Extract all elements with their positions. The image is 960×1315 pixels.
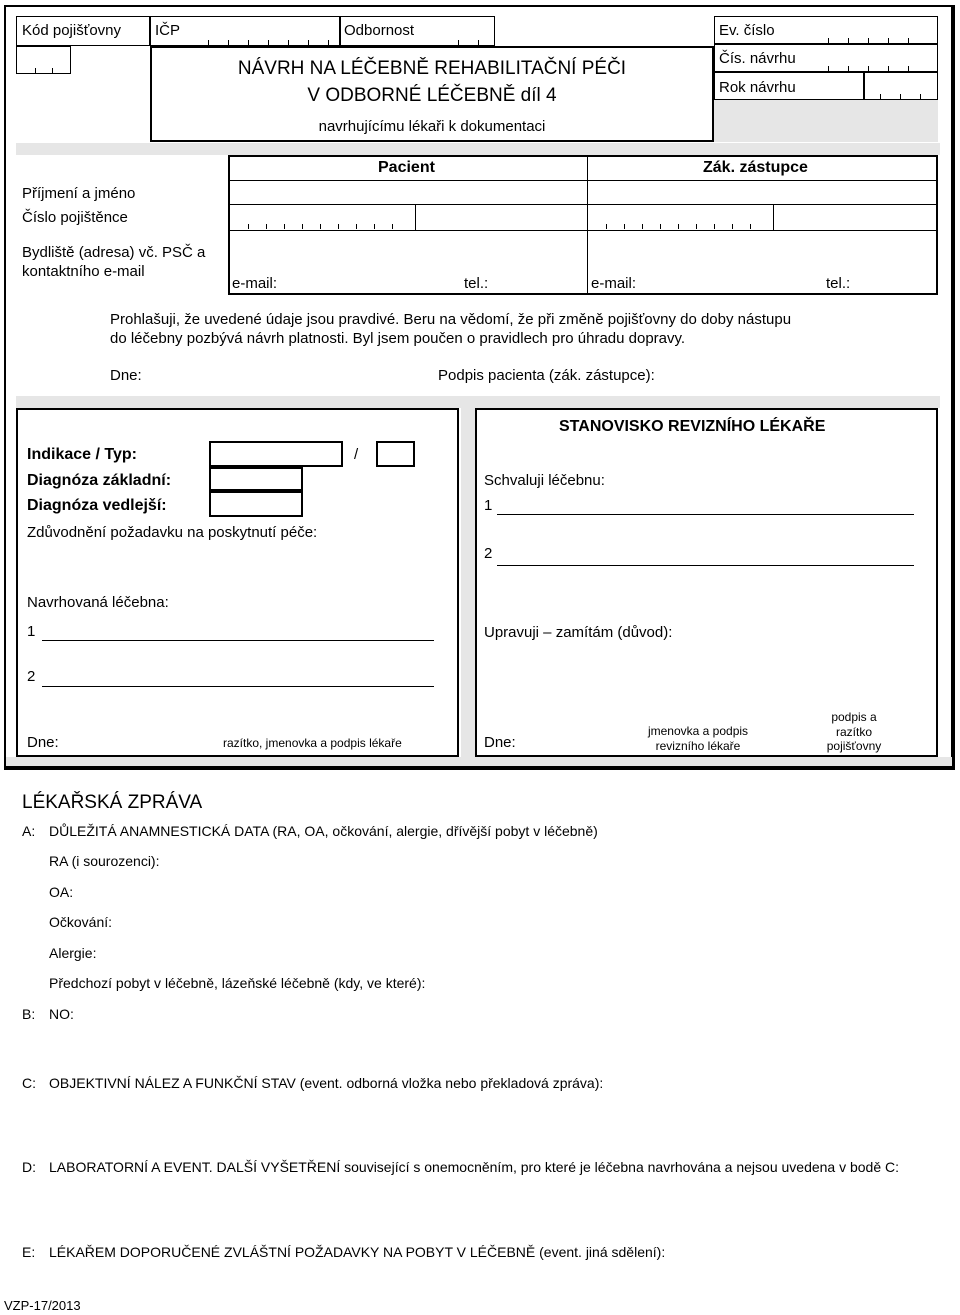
zastupce-pojistenec-divider [773, 204, 774, 230]
right-dne-label: Dne: [484, 734, 516, 751]
icp-tick [208, 40, 209, 45]
section-a-label: A: [22, 823, 36, 839]
ev-tick [868, 38, 869, 43]
kod-tick [52, 68, 53, 73]
icp-tick [308, 40, 309, 45]
bydliste-label-2: kontaktního e-mail [22, 263, 145, 280]
pacient-cislo-tick [320, 224, 321, 229]
ev-tick [828, 38, 829, 43]
ockovani-label: Očkování: [49, 914, 113, 930]
bottom-gray-band [6, 757, 952, 766]
pacient-cislo-tick [302, 224, 303, 229]
section-b-label: B: [22, 1006, 36, 1022]
zastupce-cislo-tick [696, 224, 697, 229]
oa-label: OA: [49, 884, 74, 900]
diag-vedl-label: Diagnóza vedlejší: [27, 497, 167, 514]
report-title: LÉKAŘSKÁ ZPRÁVA [22, 792, 203, 813]
zastupce-cislo-tick [732, 224, 733, 229]
pacient-cislo-tick [356, 224, 357, 229]
razitko-label: razítko, jmenovka a podpis lékaře [223, 736, 402, 750]
upravuji-label: Upravuji – zamítám (důvod): [484, 624, 673, 641]
alergie-label: Alergie: [49, 945, 97, 961]
jmenovka-label-2: revizního lékaře [655, 739, 741, 753]
diag-vedl-input[interactable] [209, 491, 303, 517]
prijmeni-label: Příjmení a jméno [22, 185, 136, 202]
bydliste-label-1: Bydliště (adresa) vč. PSČ a [22, 244, 206, 261]
patient-divider [587, 155, 588, 295]
zastupce-email-label: e-mail: [591, 275, 637, 292]
ev-tick [888, 38, 889, 43]
declaration-gray-band [16, 396, 940, 408]
icp-tick [268, 40, 269, 45]
navrhovana-2-label: 2 [27, 668, 36, 685]
pacient-cislo-tick [284, 224, 285, 229]
zastupce-cislo-input[interactable] [589, 206, 771, 229]
pacient-cislo-tick [374, 224, 375, 229]
pacient-cislo-tick [266, 224, 267, 229]
schvaluji-2-label: 2 [484, 545, 493, 562]
zastupce-cislo-tick [714, 224, 715, 229]
rok-tick [900, 94, 901, 99]
ev-cislo-label: Ev. číslo [719, 22, 775, 39]
zastupce-adresa-input[interactable] [589, 232, 936, 272]
declaration-line-1: Prohlašuji, že uvedené údaje jsou pravdivé. Beru na vědomí, že při změně pojišťovny do doby nástupu [110, 311, 792, 328]
zastupce-cislo-tick [624, 224, 625, 229]
navrhovana-2-line[interactable] [42, 686, 434, 687]
cis-tick [908, 66, 909, 71]
typ-input[interactable] [376, 441, 415, 467]
icp-label: IČP [155, 22, 181, 39]
stanovisko-title: STANOVISKO REVIZNÍHO LÉKAŘE [559, 418, 826, 435]
form-code: VZP-17/2013 [4, 1298, 81, 1313]
cis-tick [868, 66, 869, 71]
kod-tick [35, 68, 36, 73]
ra-label: RA (i sourozenci): [49, 853, 160, 869]
schvaluji-1-line[interactable] [497, 514, 914, 515]
podpis-pacienta-label: Podpis pacienta (zák. zástupce): [438, 367, 655, 384]
section-e-label: E: [22, 1244, 36, 1260]
schvaluji-label: Schvaluji léčebnu: [484, 472, 605, 489]
indikace-label: Indikace / Typ: [27, 446, 137, 463]
indikace-input[interactable] [209, 441, 343, 467]
diag-zakl-label: Diagnóza základní: [27, 472, 172, 489]
section-a-text: DŮLEŽITÁ ANAMNESTICKÁ DATA (RA, OA, očkování, alergie, dřívější pobyt v léčebně) [49, 823, 598, 839]
zduvodneni-input[interactable] [25, 545, 450, 585]
form-title-line2: V ODBORNÉ LÉČEBNĚ díl 4 [307, 85, 557, 106]
navrhovana-1-label: 1 [27, 623, 36, 640]
patient-pojistenec-divider [415, 204, 416, 230]
zak-zastupce-heading: Zák. zástupce [703, 159, 808, 176]
patient-row-line [228, 204, 938, 205]
declaration-dne-label: Dne: [110, 367, 142, 384]
zduvodneni-label: Zdůvodnění požadavku na poskytnutí péče: [27, 524, 318, 541]
zastupce-prijmeni-input[interactable] [589, 182, 936, 203]
zastupce-cislo-tick [642, 224, 643, 229]
section-b-text: NO: [49, 1006, 74, 1022]
cislo-pojistence-label: Číslo pojištěnce [22, 209, 128, 226]
kod-pojistovny-input[interactable] [16, 46, 71, 74]
zastupce-cislo-tick [750, 224, 751, 229]
icp-tick [328, 40, 329, 45]
ev-tick [848, 38, 849, 43]
pacient-tel-label: tel.: [464, 275, 489, 292]
pacient-cislo-tick [338, 224, 339, 229]
ev-tick [908, 38, 909, 43]
rok-navrhu-label: Rok návrhu [719, 79, 796, 96]
pacient-adresa-input[interactable] [230, 232, 585, 272]
section-d-label: D: [22, 1159, 36, 1175]
zastupce-cislo-tick [606, 224, 607, 229]
rok-navrhu-input[interactable] [864, 72, 938, 100]
pacient-email-label: e-mail: [232, 275, 278, 292]
zastupce-tel-label: tel.: [826, 275, 851, 292]
kod-pojistovny-label: Kód pojišťovny [22, 22, 122, 39]
schvaluji-2-line[interactable] [497, 565, 914, 566]
form-title-line1: NÁVRH NA LÉČEBNĚ REHABILITAČNÍ PÉČI [237, 58, 627, 79]
pacient-prijmeni-input[interactable] [230, 182, 585, 203]
section-c-text: OBJEKTIVNÍ NÁLEZ A FUNKČNÍ STAV (event. odborná vložka nebo překladová zpráva): [49, 1075, 604, 1091]
left-dne-label: Dne: [27, 734, 59, 751]
pacient-cislo-tick [392, 224, 393, 229]
cis-tick [828, 66, 829, 71]
podpis-razitko-label-1: podpis a [831, 710, 877, 724]
jmenovka-label-1: jmenovka a podpis [647, 724, 749, 738]
navrhovana-1-line[interactable] [42, 640, 434, 641]
cis-tick [848, 66, 849, 71]
odbornost-tick [458, 40, 459, 45]
declaration-line-2: do léčebny pozbývá návrh platnosti. Byl jsem poučen o pravidlech pro úhradu dopravy. [110, 330, 686, 347]
right-panel-box [475, 408, 938, 757]
icp-tick [248, 40, 249, 45]
patient-row-line [228, 230, 938, 231]
form-subtitle: navrhujícímu lékaři k dokumentaci [318, 118, 546, 135]
odbornost-tick [478, 40, 479, 45]
predchozi-label: Předchozí pobyt v léčebně, lázeňské léčebně (kdy, ve které): [49, 975, 426, 991]
rok-tick [880, 94, 881, 99]
zastupce-cislo-tick [678, 224, 679, 229]
section-d-text: LABORATORNÍ A EVENT. DALŠÍ VYŠETŘENÍ související s onemocněním, pro které je léčebna navrhována a nejsou uvedena v bodě C: [49, 1159, 900, 1175]
patient-row-line [228, 180, 938, 181]
icp-tick [228, 40, 229, 45]
rok-tick [920, 94, 921, 99]
odbornost-label: Odbornost [344, 22, 415, 39]
pacient-cislo-input[interactable] [230, 206, 413, 229]
schvaluji-1-label: 1 [484, 497, 493, 514]
icp-tick [288, 40, 289, 45]
header-gray-area [714, 100, 938, 142]
cis-navrhu-label: Čís. návrhu [719, 50, 796, 67]
upravuji-input[interactable] [482, 645, 932, 700]
patient-gray-band [16, 143, 940, 155]
pacient-heading: Pacient [378, 159, 435, 176]
pacient-cislo-tick [248, 224, 249, 229]
navrhovana-label: Navrhovaná léčebna: [27, 594, 169, 611]
section-c-label: C: [22, 1075, 36, 1091]
cis-tick [888, 66, 889, 71]
zastupce-cislo-tick [660, 224, 661, 229]
indikace-slash: / [354, 446, 359, 463]
panel-gap [461, 408, 475, 757]
podpis-razitko-label-2: razítko [835, 725, 872, 739]
diag-zakl-input[interactable] [209, 467, 303, 491]
section-e-text: LÉKAŘEM DOPORUČENÉ ZVLÁŠTNÍ POŽADAVKY NA POBYT V LÉČEBNĚ (event. jiná sdělení): [49, 1244, 666, 1260]
podpis-razitko-label-3: pojišťovny [826, 739, 882, 753]
